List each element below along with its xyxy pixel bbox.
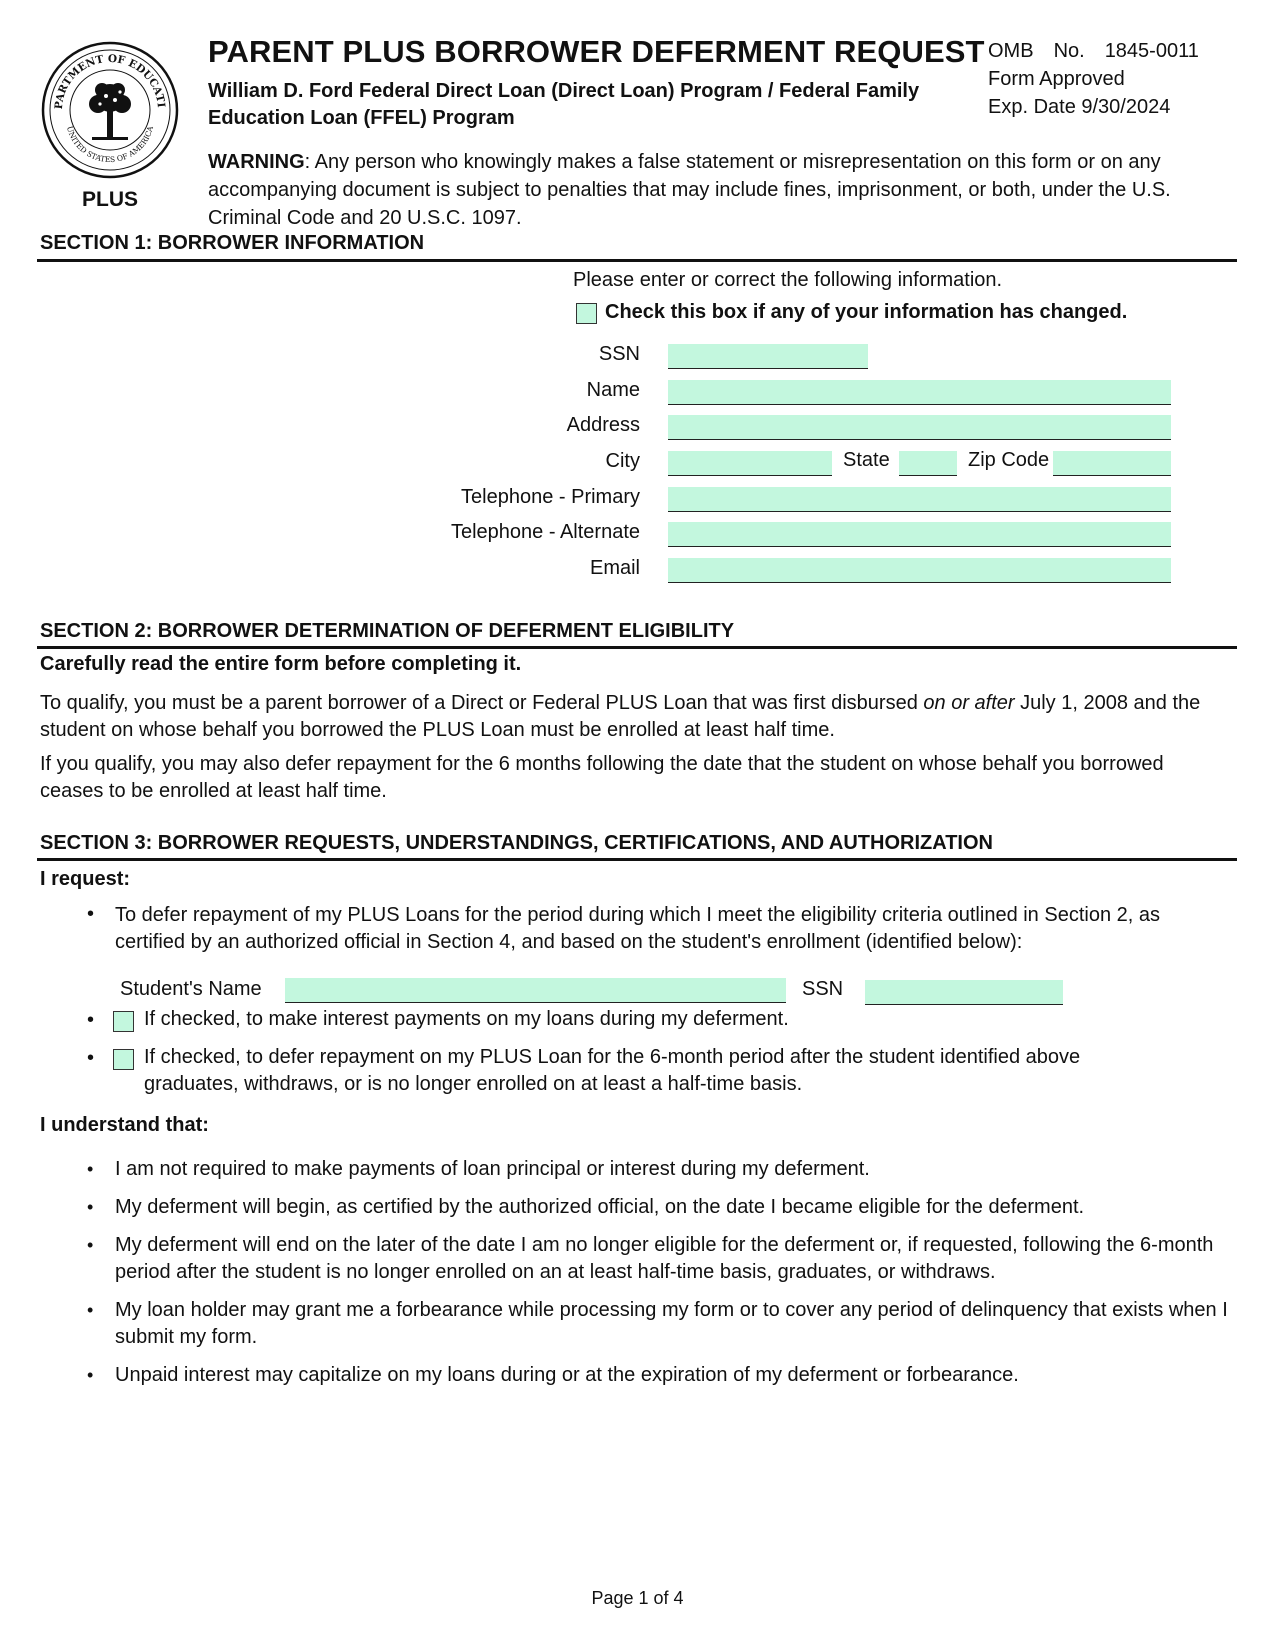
section2-heading: SECTION 2: BORROWER DETERMINATION OF DEFERMENT ELIGIBILITY [40, 620, 735, 642]
request-item-defer: To defer repayment of my PLUS Loans for the period during which I meet the eligibility criteria outlined in Section 2, as certified by an authorized official in Section 4, and based on the student's enrollment (identified below): [115, 904, 1160, 953]
section1-instruction: Please enter or correct the following information. [573, 269, 1003, 291]
department-of-education-seal [40, 40, 180, 180]
warning-notice [208, 148, 1238, 232]
bullet-marker: • [87, 1047, 95, 1069]
list-item: • My loan holder may grant me a forbearance while processing my form or to cover any period of delinquency that exists when I submit my form. [87, 1297, 1247, 1351]
list-item: • Unpaid interest may capitalize on my loans during or at the expiration of my deferment or forbearance. [87, 1362, 1247, 1389]
address-field[interactable] [668, 415, 1171, 440]
section2-rule [37, 646, 1237, 649]
zip-field[interactable] [1053, 451, 1171, 476]
eligibility-paragraph [40, 690, 1240, 744]
ssn-field[interactable] [668, 344, 868, 369]
list-item: • My deferment will end on the later of the date I am no longer eligible for the deferment or, if requested, following the 6-month period after the student is no longer enrolled on an at least half-time basis, graduates, or withdraws. [87, 1232, 1247, 1286]
phone-alternate-label: Telephone - Alternate [450, 521, 640, 543]
zip-label: Zip Code [968, 449, 1050, 471]
form-type-label: PLUS [81, 188, 138, 211]
section3-rule [37, 858, 1237, 861]
ssn-label: SSN [598, 343, 640, 365]
eligibility-text-a: To qualify, you must be a parent borrower of a Direct or Federal PLUS Loan that was first disbursed [40, 692, 924, 714]
phone-primary-label: Telephone - Primary [461, 486, 640, 508]
form-title: PARENT PLUS BORROWER DEFERMENT REQUEST [208, 34, 985, 69]
omb-number-line [988, 37, 1199, 65]
state-label: State [843, 449, 890, 471]
student-name-label: Student's Name [120, 978, 262, 1000]
info-changed-label: Check this box if any of your information has changed. [605, 301, 1128, 323]
state-field[interactable] [899, 451, 957, 476]
omb-number: 1845-0011 [1104, 40, 1199, 62]
section3-heading: SECTION 3: BORROWER REQUESTS, UNDERSTANDINGS, CERTIFICATIONS, AND AUTHORIZATION [40, 832, 993, 854]
phone-alternate-field[interactable] [668, 522, 1171, 547]
request-item-interest: If checked, to make interest payments on my loans during my deferment. [144, 1008, 789, 1030]
name-field[interactable] [668, 380, 1171, 405]
omb-label: OMB [988, 40, 1034, 62]
seal-text-bottom: UNITED STATES OF AMERICA [64, 125, 156, 165]
understand-list [87, 1156, 1247, 1400]
six-month-deferment-checkbox[interactable] [113, 1049, 134, 1070]
warning-label: WARNING [208, 151, 305, 173]
phone-primary-field[interactable] [668, 487, 1171, 512]
email-label: Email [589, 557, 640, 579]
expiration-date: Exp. Date 9/30/2024 [988, 96, 1171, 118]
name-label: Name [586, 379, 640, 401]
list-item: • I am not required to make payments of loan principal or interest during my deferment. [87, 1156, 1247, 1183]
bullet-marker: • [87, 903, 95, 925]
student-name-field[interactable] [285, 978, 786, 1003]
city-label: City [605, 450, 640, 472]
list-item: • My deferment will begin, as certified by the authorized official, on the date I became eligible for the deferment. [87, 1194, 1247, 1221]
student-ssn-label: SSN [802, 978, 844, 1000]
post-enrollment-paragraph: If you qualify, you may also defer repayment for the 6 months following the date that the student on whose behalf you borrowed ceases to be enrolled at least half time. [40, 753, 1164, 802]
section1-heading: SECTION 1: BORROWER INFORMATION [40, 232, 425, 254]
info-changed-checkbox[interactable] [576, 303, 597, 324]
eligibility-text-b: July 1, 2008 and the student on whose behalf you borrowed the PLUS Loan must be enrolled at least half time. [40, 692, 1201, 741]
page-number: Page 1 of 4 [591, 1588, 684, 1608]
section2-subheading: Carefully read the entire form before completing it. [40, 653, 522, 675]
bullet-marker: • [87, 1009, 95, 1031]
address-label: Address [566, 414, 640, 436]
form-subtitle: William D. Ford Federal Direct Loan (Direct Loan) Program / Federal Family Education Loan (FFEL) Program [208, 80, 920, 129]
request-item-six-month: If checked, to defer repayment on my PLUS Loan for the 6-month period after the student identified above graduates, withdraws, or is no longer enrolled on at least a half-time basis. [144, 1046, 1081, 1095]
omb-no-label: No. [1053, 40, 1085, 62]
warning-text: : Any person who knowingly makes a false statement or misrepresentation on this form or on any accompanying document is subject to penalties that may include fines, imprisonment, or both, under the U.S. Criminal Code and 20 U.S.C. 1097. [208, 151, 1171, 229]
email-field[interactable] [668, 558, 1171, 583]
student-ssn-field[interactable] [865, 980, 1063, 1005]
omb-block [988, 37, 1199, 121]
eligibility-text-emphasis: on or after [923, 692, 1015, 714]
seal-text-top: PARTMENT OF EDUCATI [52, 52, 167, 110]
form-approved: Form Approved [988, 68, 1125, 90]
request-heading: I request: [40, 868, 131, 890]
section1-rule [37, 259, 1237, 262]
interest-payments-checkbox[interactable] [113, 1011, 134, 1032]
city-field[interactable] [668, 451, 832, 476]
understand-heading: I understand that: [40, 1114, 209, 1136]
